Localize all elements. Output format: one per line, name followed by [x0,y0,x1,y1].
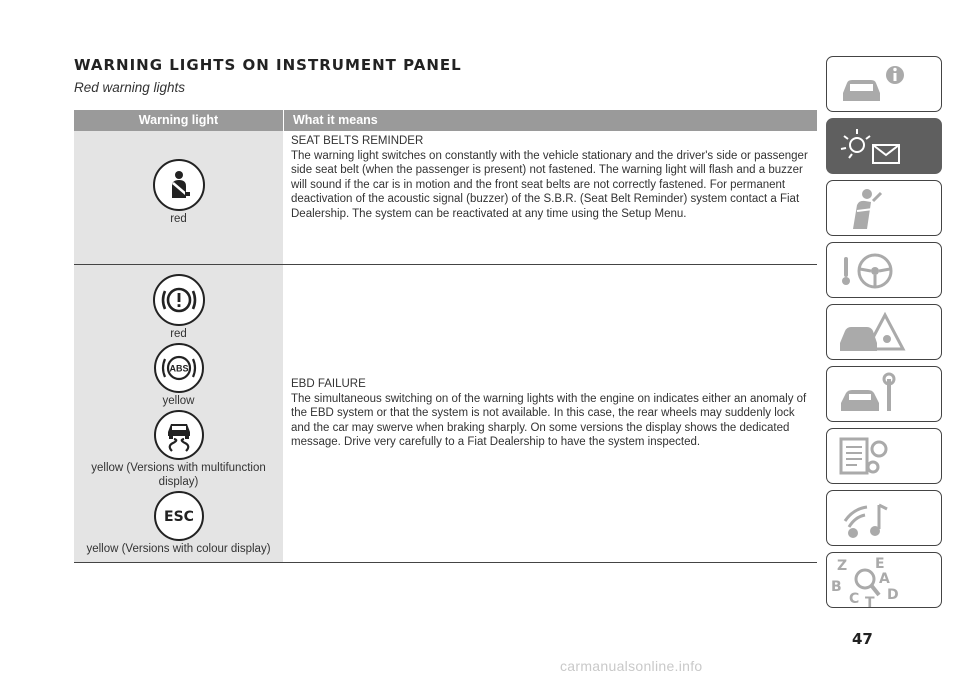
light-color-label: red [170,328,187,340]
warning-light-cell [74,265,283,562]
light-color-label: yellow (Versions with colour display) [86,543,271,555]
esc-icon-text: ESC [163,509,194,525]
index-letter: B [831,579,842,595]
maintenance-icon [827,367,943,423]
tab-index[interactable] [826,552,942,608]
tab-warning-lights[interactable] [826,118,942,174]
index-letter: Z [837,558,848,574]
index-letter: D [887,587,899,603]
tab-starting-driving[interactable] [826,242,942,298]
meaning-title: SEAT BELTS REMINDER [291,135,424,147]
meaning-text: The simultaneous switching on of the warning lights with the engine on indicates either an anomaly of the EBD system or that the system is not available. In this case, the rear wheels may suddenly lock and the car may swerve when braking sharply. On some versions the display shows the dedicated message. Drive very carefully to a Fiat Dealership to have the system inspected. [291,392,807,449]
index-icon [827,553,943,609]
index-letter: A [879,571,890,587]
table-row [74,265,817,563]
car-info-icon [827,57,943,113]
tab-safety[interactable] [826,180,942,236]
index-letter: E [875,556,885,572]
esc-icon [154,491,204,541]
section-title: WARNING LIGHTS ON INSTRUMENT PANEL [74,56,462,74]
section-subtitle: Red warning lights [74,80,186,95]
column-header-what-it-means: What it means [283,110,817,131]
skid-car-icon [154,410,204,460]
tab-technical-data[interactable] [826,428,942,484]
technical-data-icon [827,429,943,485]
multimedia-icon [827,491,943,547]
emergency-icon [827,305,943,361]
page-number: 47 [852,630,873,648]
abs-icon [154,343,204,393]
column-header-warning-light: Warning light [138,113,219,127]
meaning-text: The warning light switches on constantly with the vehicle stationary and the driver's side or passenger side seat belt (when the passenger is present) not fastened. The warning light will flash and a buzzer will sound if the car is in motion and the front seat belts are not correctly fastened. For permanent deactivation of the acoustic signal (buzzer) of the S.B.R. (Seat Belt Reminder) system contact a Fiat Dealership. The system can be reactivated at any time using the Setup Menu. [291,149,808,220]
index-letter: T [865,595,875,609]
watermark: carmanualsonline.info [560,658,703,674]
meaning-cell [283,265,817,562]
safety-icon [827,181,943,237]
warning-lights-table [74,110,817,563]
light-color-label: yellow (Versions with multifunction display) [91,462,266,488]
warning-lights-icon [827,119,943,175]
tab-car-info[interactable] [826,56,942,112]
light-color-label: red [170,213,187,225]
table-row [74,131,817,265]
tab-emergency[interactable] [826,304,942,360]
tab-maintenance[interactable] [826,366,942,422]
meaning-cell [283,131,817,264]
starting-driving-icon [827,243,943,299]
meaning-title: EBD FAILURE [291,378,366,391]
table-header [74,110,817,131]
seat-belt-icon [153,159,205,211]
brake-warning-icon [153,274,205,326]
warning-light-cell [74,131,283,264]
abs-icon-text: ABS [168,363,189,374]
index-letter: C [849,591,860,607]
light-color-label: yellow [162,395,195,407]
tab-multimedia[interactable] [826,490,942,546]
